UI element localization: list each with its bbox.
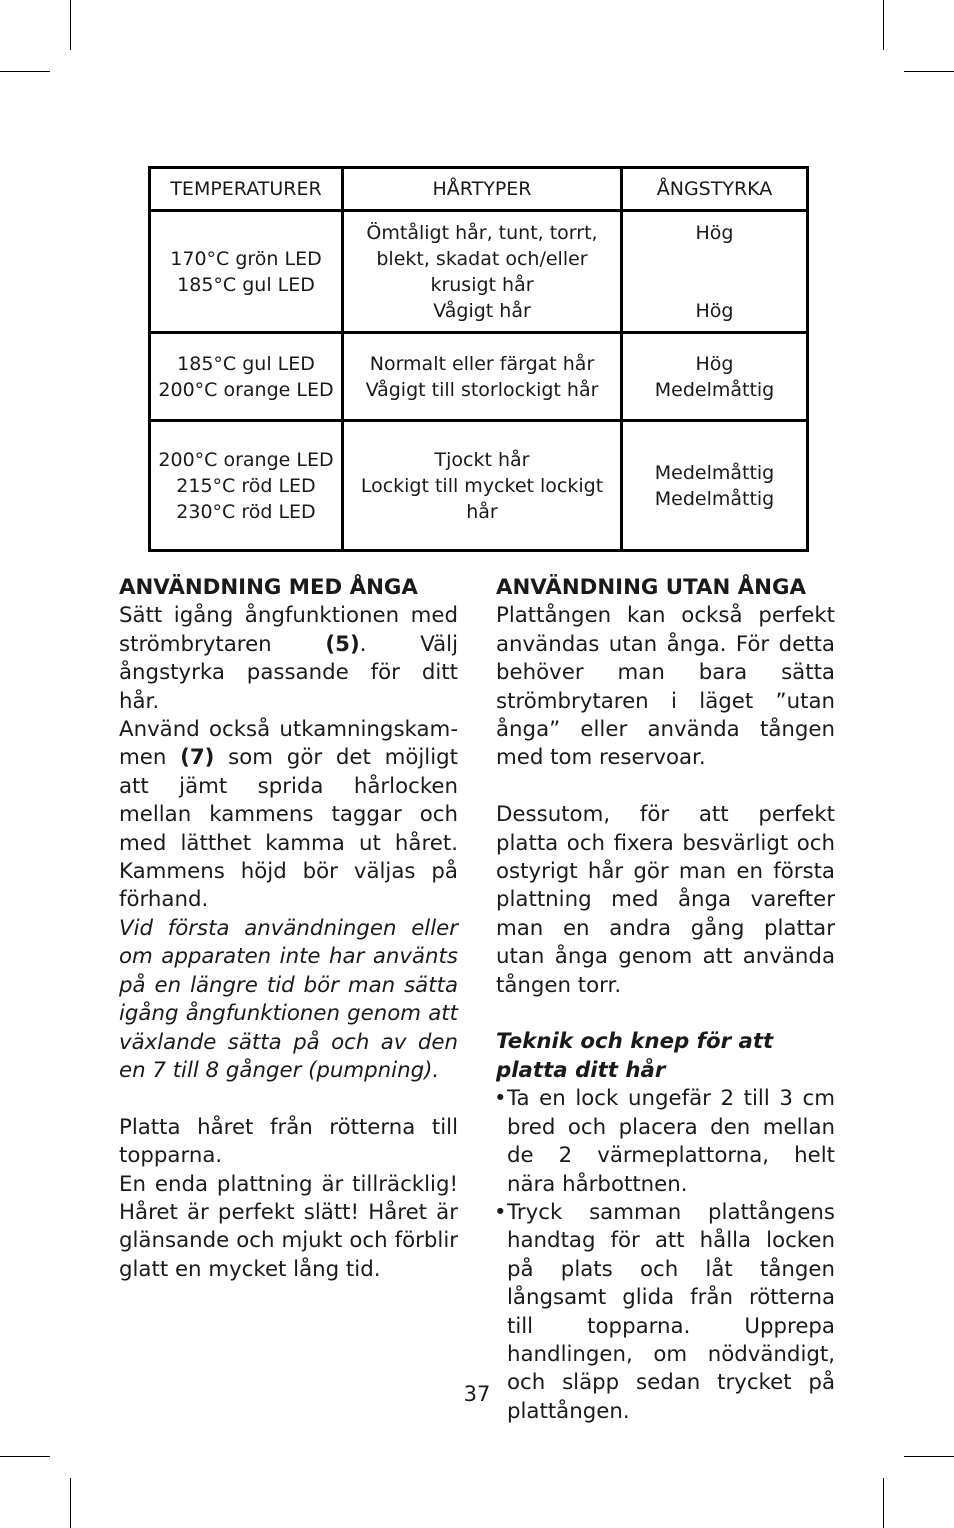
- hair-type-text: blekt, skadat och/eller: [376, 248, 588, 270]
- steam-value: Hög: [695, 222, 734, 244]
- list-item-text: Ta en lock ungefär 2 till 3 cm bred och placera den mellan de 2 värmeplattorna, helt nära hårbottnen.: [507, 1086, 835, 1197]
- steam-cell: [622, 421, 808, 551]
- table-row: [150, 211, 808, 333]
- left-column: [119, 574, 458, 1284]
- crop-mark: [883, 1478, 884, 1528]
- hair-type-cell: [343, 421, 622, 551]
- temperature-cell: [150, 421, 343, 551]
- temperature-value: 185°C gul LED: [177, 352, 315, 375]
- list-item-text: Tryck samman plattångens handtag för att hålla locken på plats och låt tången långsamt glida från rötterna till topparna. Upprepa handlingen, om nödvändigt, och släpp sedan trycket på plattången.: [507, 1199, 835, 1424]
- bullet-icon: •: [494, 1199, 507, 1225]
- crop-mark: [70, 1478, 71, 1528]
- page-number: 37: [463, 1382, 491, 1406]
- crop-mark: [904, 1456, 954, 1457]
- part-reference: (7): [180, 745, 215, 771]
- crop-mark: [0, 71, 50, 72]
- temperature-value: 185°C gul LED: [177, 273, 315, 296]
- hair-type-text: Vågigt hår: [433, 300, 531, 322]
- temperature-value: 230°C röd LED: [176, 500, 316, 523]
- part-reference: (5): [325, 631, 360, 657]
- temperature-table: [148, 166, 809, 552]
- steam-cell: [622, 211, 808, 333]
- steam-cell: [622, 333, 808, 421]
- section-heading-without-steam: ANVÄNDNING UTAN ÅNGA: [496, 575, 806, 600]
- paragraph: En enda plattning är tillräcklig! Håret är perfekt slätt! Håret är glänsande och mjukt och förblir glatt en mycket lång tid.: [119, 1171, 458, 1282]
- crop-mark: [0, 1456, 50, 1457]
- right-column: [496, 574, 835, 1426]
- steam-value: Medelmåttig: [654, 487, 775, 510]
- temperature-value: 200°C orange LED: [158, 378, 334, 401]
- bullet-icon: •: [494, 1086, 507, 1112]
- list-item: [496, 1085, 835, 1199]
- paragraph: [119, 602, 458, 716]
- hair-type-text: Lockigt till mycket lockigt: [360, 474, 604, 497]
- header-steam-strength: ÅNGSTYRKA: [622, 168, 808, 211]
- temperature-value: 200°C orange LED: [158, 448, 334, 471]
- header-hair-types: HÅRTYPER: [343, 168, 622, 211]
- hair-type-text: Ömtåligt hår, tunt, torrt,: [366, 222, 598, 244]
- hair-type-text: hår: [466, 500, 498, 523]
- temperature-cell: [150, 211, 343, 333]
- crop-mark: [883, 0, 884, 50]
- hair-type-text: Tjockt hår: [434, 448, 530, 471]
- temperature-value: 215°C röd LED: [176, 474, 316, 497]
- crop-mark: [904, 71, 954, 72]
- tips-subheading: Teknik och knep för att platta ditt hår: [496, 1029, 774, 1083]
- hair-type-cell: [343, 333, 622, 421]
- hair-type-text: Normalt eller färgat hår: [369, 352, 595, 375]
- paragraph: Platta håret från rötterna till topparna.: [119, 1114, 458, 1169]
- table-row: [150, 333, 808, 421]
- paragraph: Plattången kan också perfekt användas utan ånga. För detta behöver man bara sätta strömbrytaren i läget ”utan ånga” eller använda tången med tom reservoar.: [496, 603, 835, 771]
- hair-type-text: Vågigt till storlockigt hår: [365, 378, 599, 401]
- steam-value: Hög: [695, 300, 734, 322]
- crop-mark: [70, 0, 71, 50]
- italic-note: Vid första användningen eller om apparaten inte har använts på en längre tid bör man sätta igång ångfunktionen genom att växlande sätta på och av den en 7 till 8 gånger (pumpning).: [119, 915, 458, 1083]
- hair-type-text: krusigt hår: [430, 274, 534, 296]
- paragraph: Dessutom, för att perfekt platta och fixera besvärligt och ostyrigt hår gör man en första plattning med ånga varefter man en andra gång plattar utan ånga genom att använda tången torr.: [496, 802, 835, 998]
- temperature-cell: [150, 333, 343, 421]
- paragraph: [119, 716, 458, 915]
- table-header-row: [150, 168, 808, 211]
- paragraph-text: som gör det möjligt att jämt sprida hårlocken mellan kammens taggar och med lätthet kamma ut håret. Kammens höjd bör väljas på förhand.: [119, 745, 458, 913]
- steam-value: Medelmåttig: [654, 378, 775, 401]
- header-temperatures: TEMPERATURER: [150, 168, 343, 211]
- section-heading-with-steam: ANVÄNDNING MED ÅNGA: [119, 575, 418, 600]
- steam-value: Medelmåttig: [654, 461, 775, 484]
- hair-type-cell: [343, 211, 622, 333]
- paragraph-text: Sätt igång ångfunktionen med strömbrytaren: [119, 603, 458, 657]
- temperature-value: 170°C grön LED: [170, 247, 322, 270]
- paragraph-text: . Välj ångstyrka passande för ditt hår.: [119, 631, 458, 714]
- steam-value: Hög: [695, 352, 734, 375]
- table-row: [150, 421, 808, 551]
- paragraph-text: Använd också utkamningskammen: [119, 717, 458, 771]
